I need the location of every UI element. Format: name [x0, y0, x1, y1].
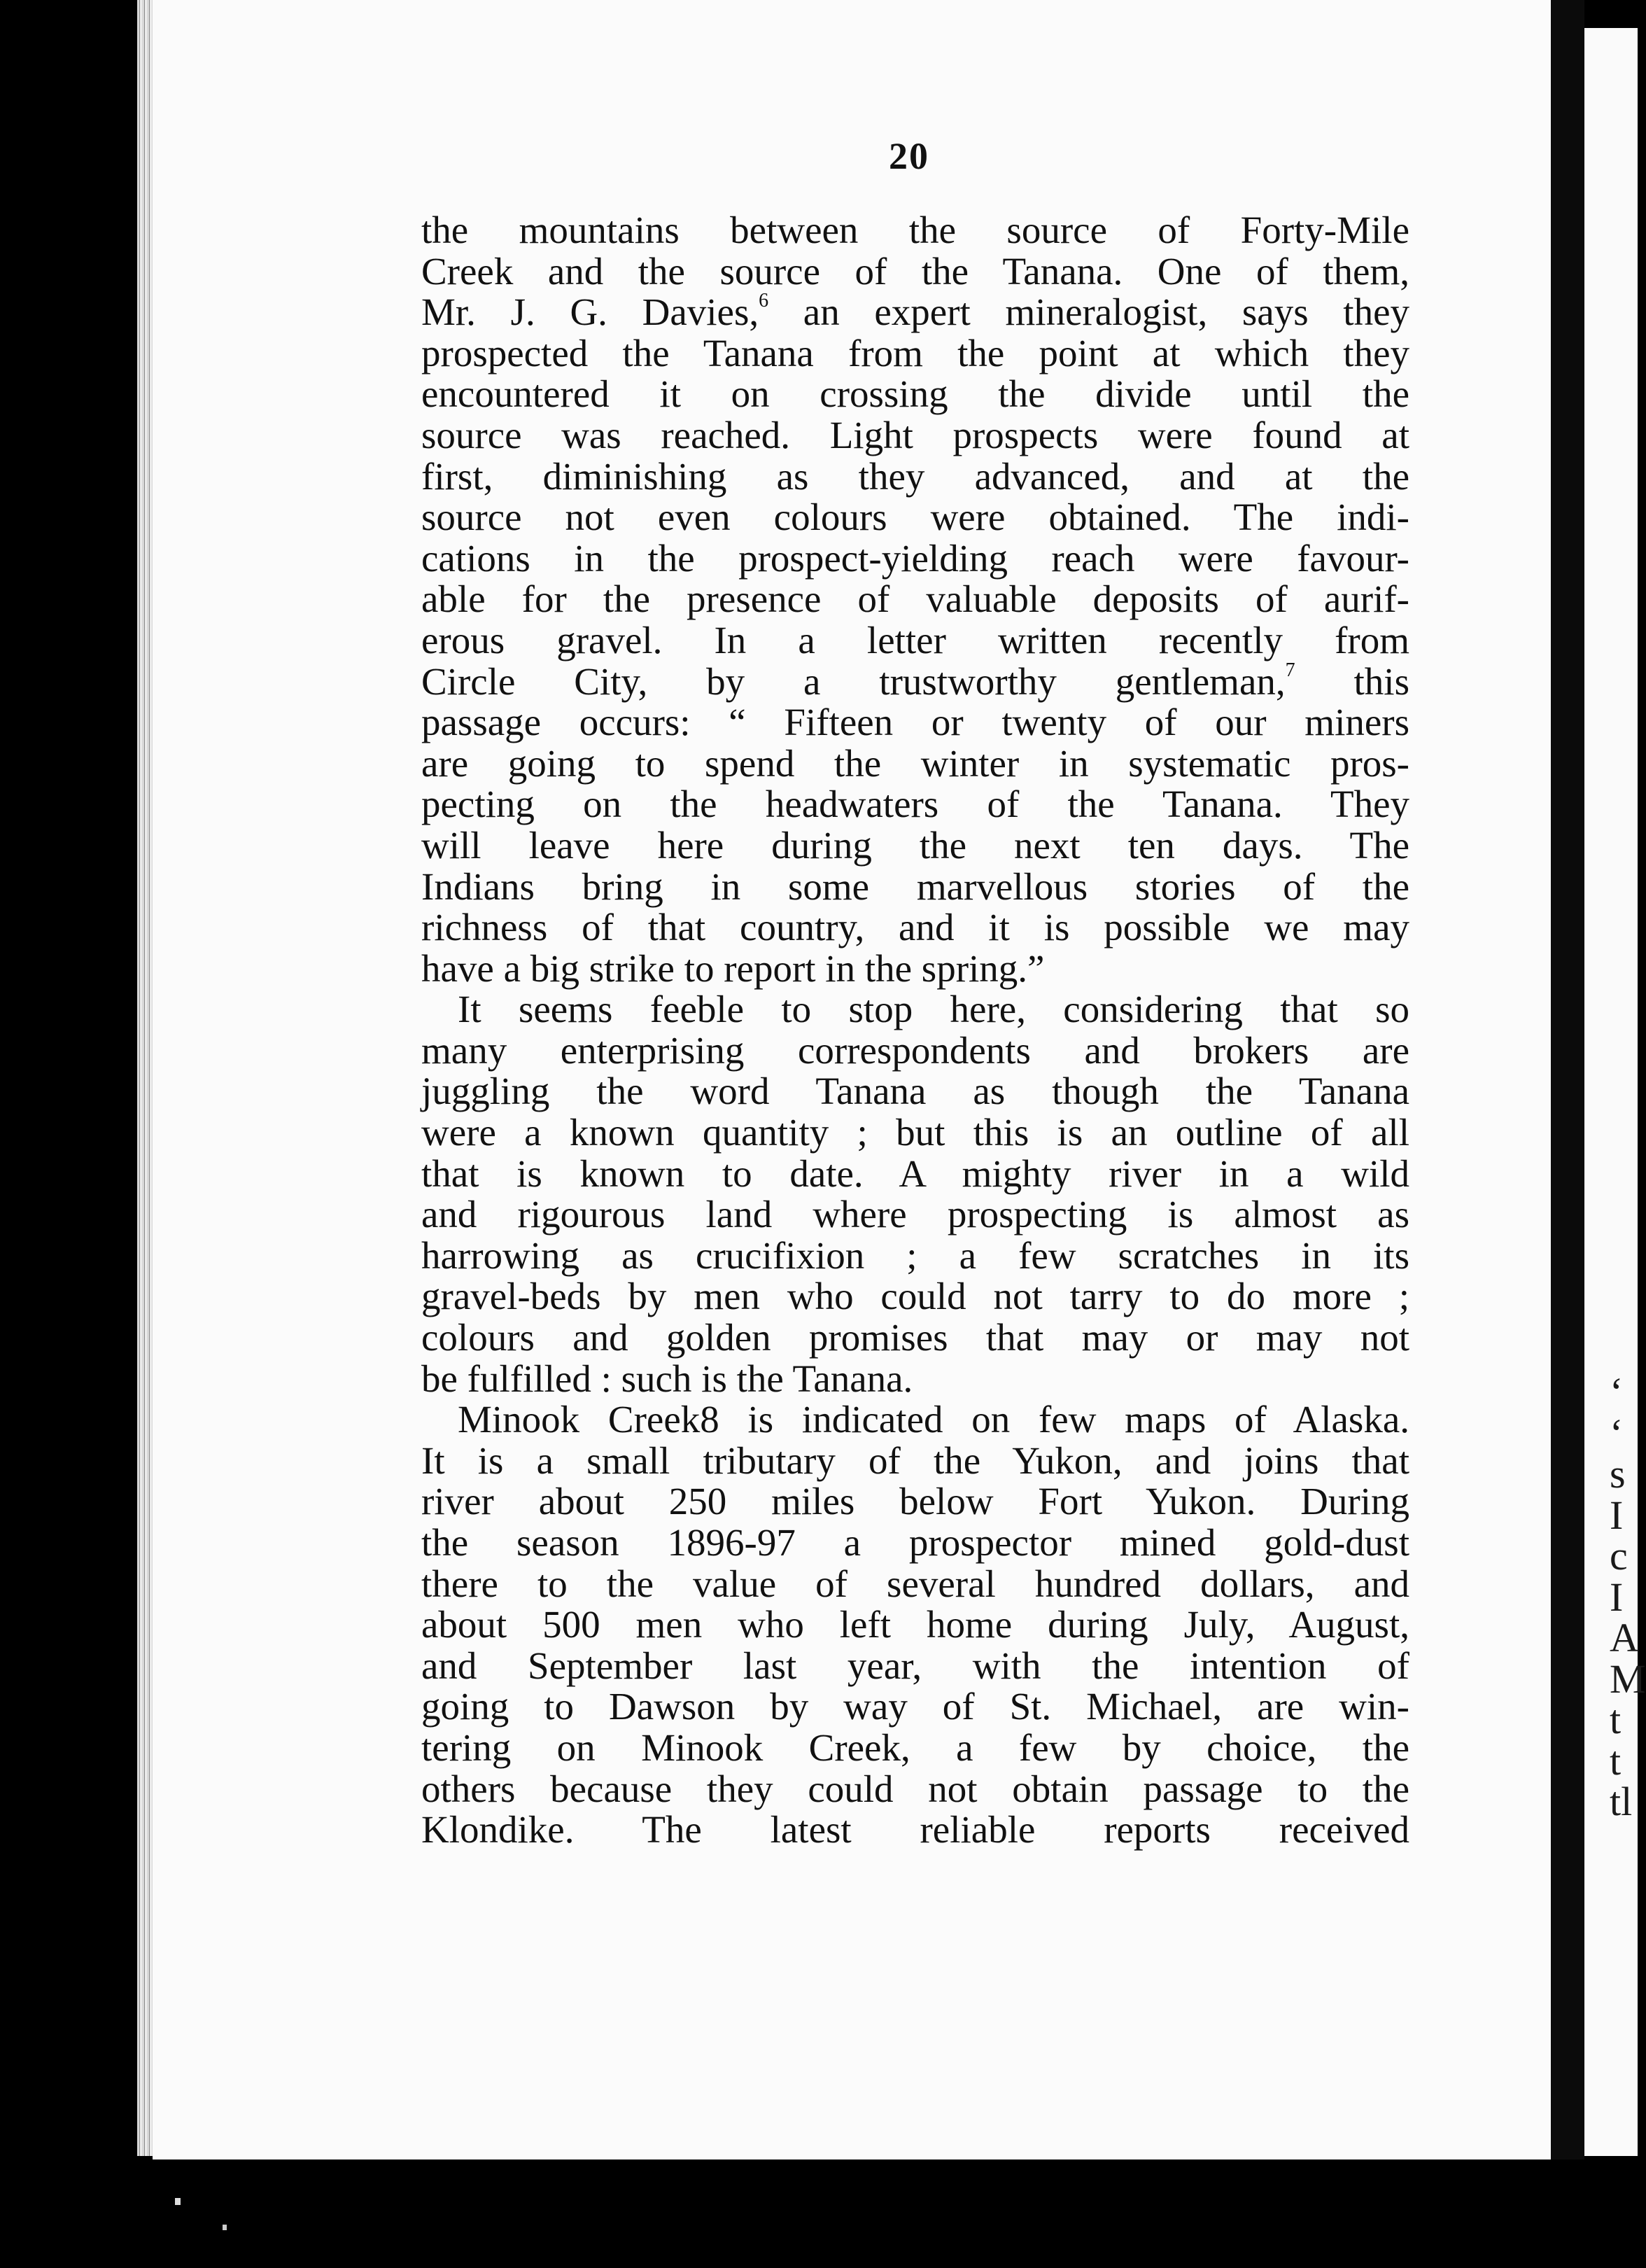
text-line: source was reached. Light prospects were found at — [421, 413, 1409, 456]
text-line: first, diminishing as they advanced, and at the — [421, 454, 1409, 498]
text-line: and September last year, with the intention of — [421, 1644, 1409, 1687]
text-line: the mountains between the source of Forty-Mile — [421, 209, 1409, 251]
text-line: Indians bring in some marvellous stories of the — [421, 864, 1409, 908]
text-line: that is known to date. A mighty river in a wild — [421, 1152, 1409, 1195]
facing-page-fragments: ‘ ‘ s I c I A M t t tl — [1610, 1369, 1646, 1824]
facing-page — [1584, 28, 1646, 2156]
text-line: cations in the prospect-yielding reach were favour- — [421, 536, 1409, 580]
text-line: source not even colours were obtained. The indi- — [421, 496, 1409, 539]
text-line: others because they could not obtain passage to the — [421, 1767, 1409, 1810]
book-spine — [1551, 0, 1584, 2160]
text-line: tering on Minook Creek, a few by choice, the — [421, 1726, 1409, 1769]
text-line: Klondike. The latest reliable reports received — [421, 1808, 1409, 1851]
text-line: river about 250 miles below Fort Yukon. During — [421, 1480, 1409, 1523]
text-line: It is a small tributary of the Yukon, and joins that — [421, 1438, 1409, 1482]
text-line: Mr. J. G. Davies,$^6$ an expert mineralogist, says they — [421, 290, 1409, 334]
text-line: able for the presence of valuable deposits of aurif- — [421, 578, 1409, 621]
text-line: Minook Creek8 is indicated on few maps of Alaska. — [458, 1398, 1409, 1441]
text-line: It seems feeble to stop here, considering that so — [458, 988, 1409, 1031]
text-line: juggling the word Tanana as though the Tanana — [421, 1070, 1409, 1113]
text-line: passage occurs: “ Fifteen or twenty of our miners — [421, 701, 1409, 744]
text-line: prospected the Tanana from the point at which they — [421, 331, 1409, 374]
page-number: 20 — [889, 135, 929, 177]
text-line: be fulfilled : such is the Tanana. — [421, 1357, 913, 1400]
text-line: were a known quantity ; but this is an outline of all — [421, 1111, 1409, 1154]
text-line: Creek and the source of the Tanana. One of them, — [421, 249, 1409, 293]
text-line: Circle City, by a trustworthy gentleman,$^7$ this — [421, 659, 1409, 703]
text-line: will leave here during the next ten days. The — [421, 823, 1409, 867]
text-line: the season 1896-97 a prospector mined gold-dust — [421, 1521, 1409, 1564]
text-line: erous gravel. In a letter written recently from — [421, 618, 1409, 662]
text-line: about 500 men who left home during July, August, — [421, 1603, 1409, 1646]
text-line: encountered it on crossing the divide until the — [421, 372, 1409, 416]
scan-speck — [175, 2198, 181, 2205]
text-line: and rigourous land where prospecting is almost as — [421, 1193, 1409, 1236]
text-line: going to Dawson by way of St. Michael, are win- — [421, 1685, 1409, 1728]
text-line: are going to spend the winter in systematic pros- — [421, 741, 1409, 785]
scan-speck — [223, 2225, 227, 2230]
text-line: there to the value of several hundred dollars, and — [421, 1562, 1409, 1605]
footnote-ref: 7 — [1285, 659, 1295, 681]
text-line: harrowing as crucifixion ; a few scratches in its — [421, 1233, 1409, 1277]
body-text — [421, 210, 1409, 1851]
text-line: gravel-beds by men who could not tarry to do more ; — [421, 1275, 1409, 1318]
text-line: have a big strike to report in the spring.” — [421, 946, 1045, 990]
text-line: richness of that country, and it is possible we may — [421, 906, 1409, 949]
text-line: many enterprising correspondents and brokers are — [421, 1028, 1409, 1072]
text-line: pecting on the headwaters of the Tanana. They — [421, 783, 1409, 826]
text-line: colours and golden promises that may or may not — [421, 1316, 1409, 1359]
page-edges — [137, 0, 154, 2156]
footnote-ref: 6 — [759, 290, 769, 312]
